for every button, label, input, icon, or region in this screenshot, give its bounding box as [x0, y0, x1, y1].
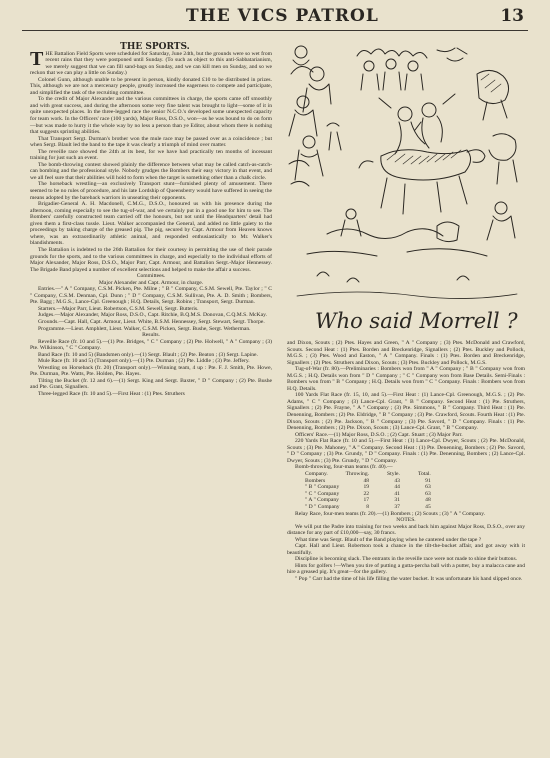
- right-column: [287, 340, 525, 583]
- table-cell: 63: [425, 490, 431, 497]
- page-number: 13: [500, 6, 524, 26]
- table-cell: " D " Company: [305, 503, 340, 510]
- paragraph: THE Battalion Field Sports were scheduled for Saturday, June 24th, but the grounds were so wet from recent rains that they were postponed until Sunday. (To such as object to this anti-Sabbatarianism, we merely suggest that we can fill sand-bags on Sunday, and we can kill men on Sunday, and so we reckon that we can play a little on Sunday.): [30, 47, 272, 77]
- paragraph: Brigadier-General A. H. Macdonell, C.M.G., D.S.O., honoured us with his presence during the afternoon, coming especially to see the tug-of-war, and we certainly put in a good one for him to see. The Bombers' carefully constructed team carried off the honours, but not until the Headquarters' detail had given them a first-class tussle. Lieut. Walker accompanied the General, and added no little gaiety to the proceedings by taking charge of the greased pig. The pig, secured by Capt. Armour from Heaven knows where, was an extraordinarily athletic animal, and responded enthusiastically to Mr. Walker's blandishments.: [30, 201, 272, 247]
- result-entry: 220 Yards Flat Race (fr. 10 and 5).—First Heat : (1) Lance-Cpl. Dwyer, Scouts ; (2) Pte. McDonald, Scouts ; (3) Pte. Mahoney, " A " Company. Second Heat : (1) Pte. Denenning, Bombers ; (2) Pte. Savord, " D " Company ; (3) Pte. Grundy, " D " Company. Finals : (1) Pte. Denenning, Bombers ; (2) Lance-Cpl. Dwyer, Scouts ; (3) Pte. Grundy, " D " Company.: [287, 438, 525, 464]
- table-header: Company.: [305, 470, 328, 477]
- paragraph: The bomb-throwing contest showed plainly the difference between what may be called catch-as-catch-can bombing and the professional style. Nobody grudges the Bombers their easy victory in that event, and we all feel sure that their abilities will hold to form when the target is something other than a chalk circle.: [30, 161, 272, 181]
- committees-heading: Committees.: [136, 273, 166, 280]
- result-entry: Tilting the Bucket (fr. 12 and 6).—(1) Sergt. King and Sergt. Baxter, " D " Company ; (2) Pte. Bushe and Pte. Grant, Signallers.: [30, 377, 272, 391]
- paragraph: The Battalion is indebted to the 26th Battalion for their courtesy in permitting the use of their parade grounds for the sports, and to the various committees in charge, and especially to the individual efforts of Major Alexander, Major Ross, D.S.O., Major Parr, Capt. Armour, and Battalion Sergt.-Major Hennessey. The Brigade Band played a number of excellent selections and helped to make the affair a success.: [30, 246, 272, 273]
- paragraph: That Transport Sergt. Durman's brother won the mule race may be passed over as a coincidence ; but when Sergt. Blault led the band to the tape it was clearly a triumph of mind over matter.: [30, 135, 272, 149]
- left-column: [30, 44, 272, 398]
- cartoon-caption: Who said Morrell ?: [315, 309, 518, 333]
- result-entry: Officers' Race.—(1) Major Ross, D.S.O. ; (2) Capt. Stuart ; (3) Major Parr.: [295, 431, 463, 438]
- table-cell: 63: [425, 484, 431, 491]
- table-header: Total.: [417, 470, 431, 477]
- table-cell: 19: [363, 484, 370, 491]
- table-header: Style.: [387, 470, 400, 477]
- result-entry: Wrestling on Horseback (fr. 20) (Transport only).—Winning team, 4 up : Pte. F. J. Smith, Pte. Howe, Pte. Durman, Pte. Watts, Pte. Holden, Pte. Hayes.: [30, 364, 272, 378]
- table-row: [305, 478, 449, 485]
- header-rule: [22, 30, 528, 31]
- table-cell: 8: [366, 503, 370, 510]
- table-cell: 37: [394, 503, 400, 510]
- crowd-top: [357, 48, 467, 90]
- result-entry: 100 Yards Flat Race (fr. 15, 10, and 5).—First Heat : (1) Lance-Cpl. Greenough, M.G.S. ; (2) Pte. Adams, " C " Company ; (3) Lance-Cpl. Grant, " B " Company. Second Heat : (1) Pte. Struthers, Signallers ; (2) Pte. Frayne, " A " Company ; (3) Pte. Simmons, " B " Company. Third Heat : (1) Pte. Denenning, Bombers ; (2) Pte. Eldridge, " B " Company ; (3) Pte. Crawford, Scouts. Fourth Heat : (1) Pte. Dixon, Scouts ; (2) Pte. Jackson, " B " Company ; (3) Pte. Savord, " D " Company. Finals : (1) Pte. Denenning, Bombers ; (2) Pte. Dixon, Scouts ; (3) Lance-Cpl. Grant, " B " Company.: [287, 392, 525, 432]
- ground-figures: [307, 209, 487, 282]
- table-header-row: [305, 471, 449, 478]
- table-cell: 91: [425, 477, 431, 484]
- note: Hints for golfers !—When you tire of putting a gutta-percha ball with a putter, buy a malacca cane and hire a greased pig. It's great—for the gallery.: [287, 562, 525, 576]
- committees-intro: Major Alexander and Capt. Armour, in charge.: [98, 279, 204, 286]
- table-cell: 48: [425, 497, 431, 504]
- table-header: Throwing.: [345, 470, 370, 477]
- note: Capt. Hall and Lieut. Robertson took a chance in the tilt-the-bucket affair, and got away with it beautifully.: [287, 543, 525, 556]
- table-cell: " C " Company: [305, 490, 340, 497]
- note: What time was Sergt. Blault of the Band playing when he cantered under the tape ?: [295, 536, 482, 543]
- spectator-figures: [289, 46, 341, 186]
- table-cell: 31: [394, 497, 400, 504]
- paragraph: The horseback wrestling—an exclusively Transport stunt—furnished plenty of amusement. There seemed to be no rules of procedure, and his late Lordship of Queensberry would have suffered in seeing the means adopted by the bareback warriors in unseating their opponents.: [30, 181, 272, 201]
- cartoon-illustration: [287, 44, 525, 338]
- committee-entry: Programme.—Lieut. Amphlett, Lieut. Walker, C.S.M. Picken, Sergt. Bushe, Sergt. Wetherman.: [38, 325, 251, 332]
- result-entry: Bomb-throwing, four-man teams (fr. 40).—: [295, 464, 393, 471]
- result-entry: Three-legged Race (fr. 10 and 5).—First Heat : (1) Ptes. Struthers: [38, 390, 185, 397]
- note: " Pop " Carr had the time of his life filling the water bucket. It was unfortunate his hand slipped once.: [295, 575, 523, 582]
- committee-entry: Judges.—Major Alexander, Major Ross, D.S.O., Capt. Ritchie, B.Q.M.S. Donovan, C.Q.M.S. McKay.: [38, 312, 267, 319]
- paragraph: The reveille race showed the 24th at its best, for we have had practically ten months of incessant training for just such an event.: [30, 148, 272, 162]
- article-title: THE SPORTS.: [120, 42, 190, 52]
- table-cell: 48: [363, 477, 370, 484]
- table-cell: 43: [394, 477, 400, 484]
- table-row: [305, 491, 449, 498]
- relay-result: Relay Race, four-men teams (fr. 20).—(1) Bombers ; (2) Scouts ; (3) " A " Company.: [295, 510, 486, 517]
- result-entry: Mule Race (fr. 10 and 5) (Transport only).—(1) Pte. Durman ; (2) Pte. Liddle ; (3) Pte. Jeffery.: [38, 358, 250, 365]
- table-cell: 22: [363, 490, 370, 497]
- result-entry: Reveille Race (fr. 10 and 5).—(1) Pte. Bridges, " C " Company ; (2) Pte. Holwell, " A " Company ; (3) Pte. Wilkinson, " C " Company.: [30, 338, 272, 352]
- table-cell: " B " Company: [305, 484, 340, 491]
- table-cell: 41: [394, 490, 400, 497]
- horseback-wrestlers: [359, 94, 485, 214]
- committee-entry: Grounds.—Capt. Hall, Capt. Armour, Lieut. White, B.S.M. Hennessey, Sergt. Stewart, Sergt. Thorpe.: [38, 318, 265, 325]
- results-heading: Results.: [142, 332, 160, 339]
- result-entry: Band Race (fr. 10 and 5) (Bandsmen only).—(1) Sergt. Blault ; (2) Pte. Beaton ; (3) Sergt. Lapine.: [38, 351, 258, 358]
- magazine-title: THE VICS PATROL: [186, 6, 379, 26]
- crowd-right: [477, 70, 517, 240]
- committee-entry: Starters.—Major Parr, Lieut. Robertson, C.S.M. Sewell, Sergt. Butteris.: [38, 305, 199, 312]
- paragraph: Colonel Gunn, although unable to be present in person, kindly donated £10 to be distributed in prizes. This, although we are not a mercenary people, greatly increased the eagerness to compete and participate, and simplified the task of the recruiting committee.: [30, 76, 272, 96]
- result-entry: Tug-of-War (fr. 80).—Preliminaries : Bombers won from " A " Company ; " B " Company won from M.G.S. ; H.Q. Details won from " D " Company ; " C " Company won from Base Details. Semi-Finals : Bombers won from " B " Company ; H.Q. Details won from " C " Company. Finals : Bombers won from H.Q. Details.: [287, 366, 525, 392]
- note: We will put the Padre into training for two weeks and back him against Major Ross, D.S.O., over any distance for any part of £10,000—say, 30 francs.: [287, 523, 525, 537]
- table-cell: " A " Company: [305, 497, 339, 504]
- note: Discipline is becoming slack. The entrants in the reveille race were not made to shine their buttons.: [295, 556, 518, 563]
- table-row: [305, 484, 449, 491]
- table-cell: 45: [425, 503, 431, 510]
- baseline-stroke: [297, 292, 517, 299]
- table-cell: 44: [394, 484, 400, 491]
- table-row: [305, 504, 449, 511]
- drop-cap: T: [30, 47, 44, 70]
- table-cell: 17: [363, 497, 370, 504]
- paragraph: To the credit of Major Alexander and the various committees in charge, the sports came off smoothly and with great success, and during the afternoon some very fine talent was brought to light—some of it in quite unexpected places. In the three-legged race the senior N.C.O.'s developed some unexpected capacity for team work. In the Officers' race (100 yards), Major Ross, D.S.O., won—as he was bound to do on form—but was made to hurry it the whole way by no less a person than ye Editor, about whom there is nothing that suggests sprinting abilities.: [30, 96, 272, 136]
- table-cell: Bombers: [305, 477, 326, 484]
- notes-heading: NOTES.: [396, 517, 416, 524]
- committee-entry: Entries.—" A " Company, C.S.M. Picken, Pte. Milne ; " B " Company, C.S.M. Sewell, Pte. Taylor ; " C " Company, C.S.M. Denman, Cpl. Dunn ; " D " Company, C.S.M. Sullivan, Pte. A. D. Smith ; Bombers, Pte. Bagg ; M.G.S., Lance-Cpl. Greenough ; H.Q. Details, Sergt. Robins ; Transport, Sergt. Durman.: [30, 286, 272, 306]
- result-entry: and Dixon, Scouts ; (2) Ptes. Hayes and Green, " A " Company ; (3) Ptes. McDonald and Crawford, Scouts. Second Heat : (1) Ptes. Borden and Breckenridge, Signallers ; (2) Ptes. Buckley and Pollock, M.G.S. ; (3) Ptes. Wood and Easton, " A " Company. Finals : (1) Ptes. Borden and Breckenridge, Signallers ; (2) Ptes. Struthers and Dixon, Scouts ; (3) Ptes. Buckley and Pollock, M.G.S.: [287, 340, 525, 366]
- hatching: [387, 74, 501, 164]
- table-row: [305, 497, 449, 504]
- bomb-throwing-table: [305, 471, 449, 511]
